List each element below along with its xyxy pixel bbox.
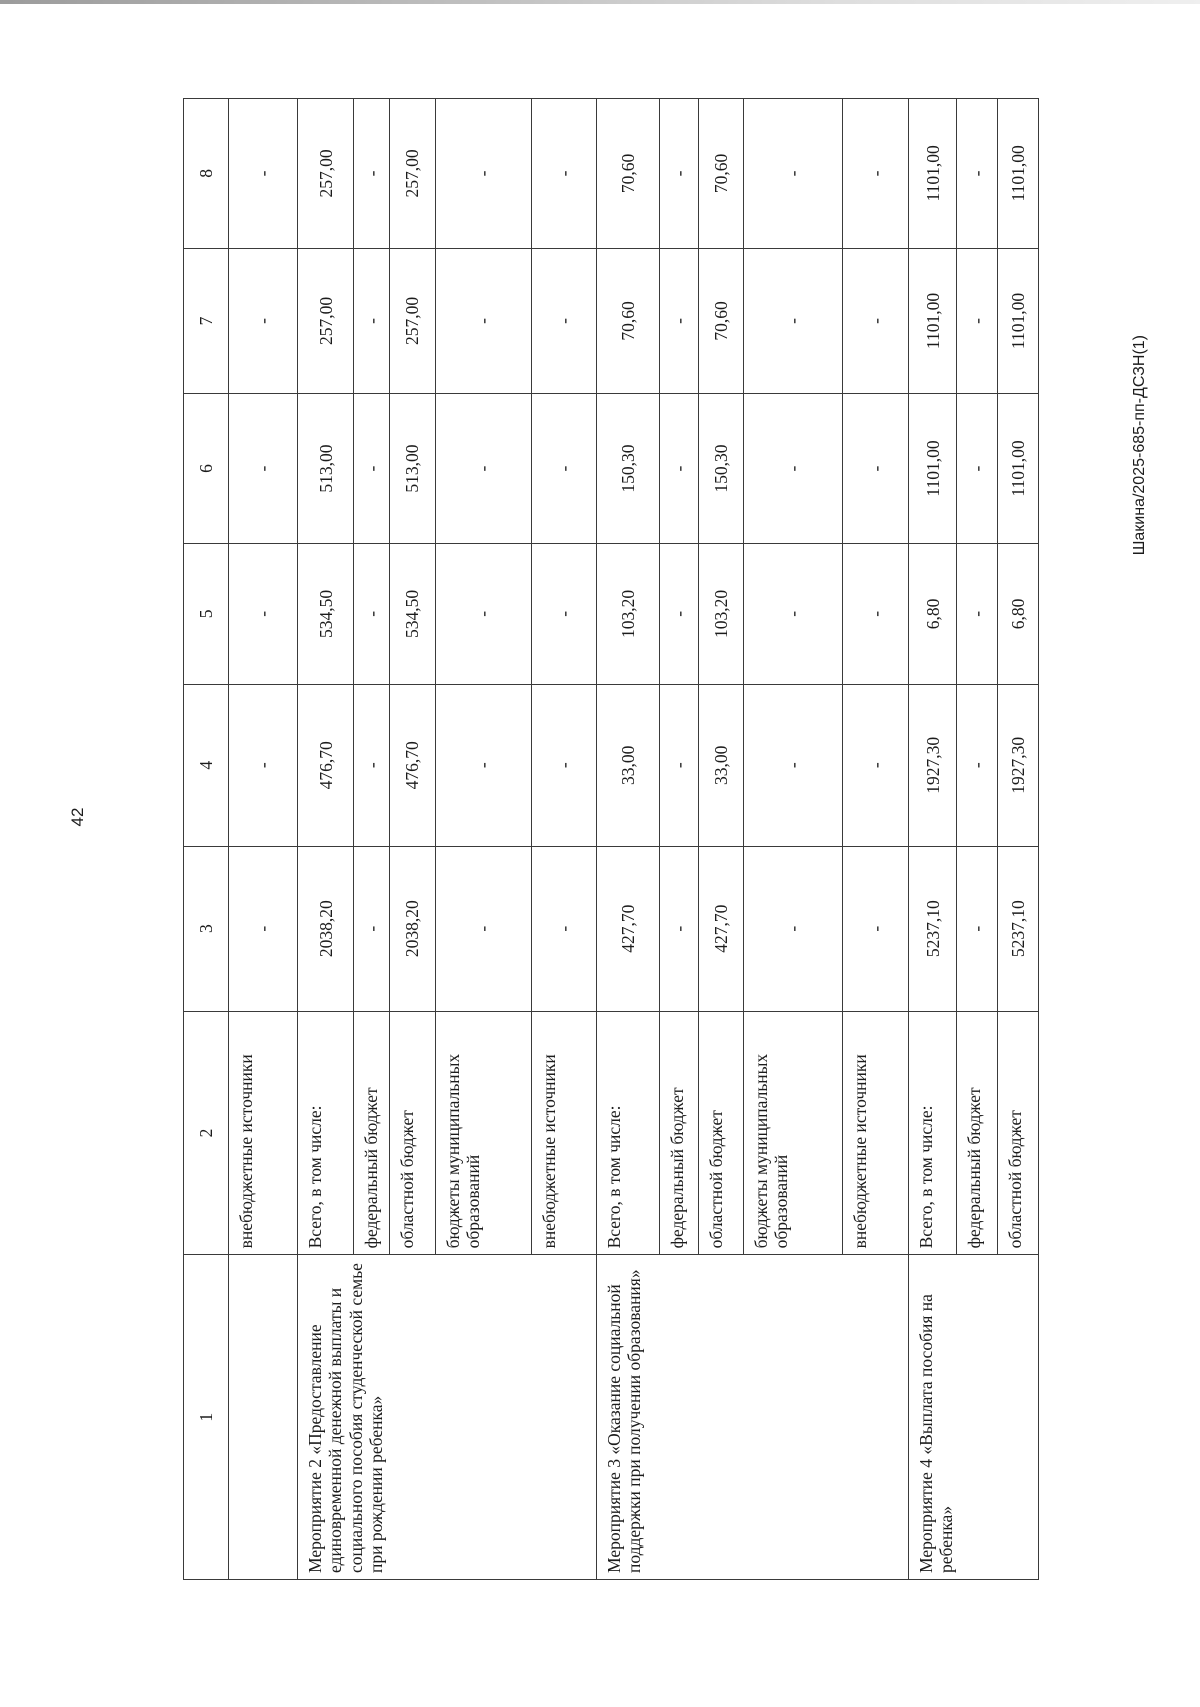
value-cell: - xyxy=(744,543,843,684)
scan-edge-line xyxy=(0,0,1200,4)
value-cell: 2038,20 xyxy=(298,846,354,1011)
value-cell: 33,00 xyxy=(597,684,660,846)
source-cell: областной бюджет xyxy=(390,1011,436,1255)
header-cell: 8 xyxy=(184,99,229,249)
value-cell: - xyxy=(228,684,297,846)
value-cell: 1101,00 xyxy=(909,99,957,249)
value-cell: - xyxy=(843,99,909,249)
value-cell: - xyxy=(843,248,909,393)
value-cell: 150,30 xyxy=(597,394,660,544)
source-cell: федеральный бюджет xyxy=(957,1011,998,1255)
value-cell: - xyxy=(531,543,596,684)
source-cell: областной бюджет xyxy=(699,1011,744,1255)
value-cell: - xyxy=(660,684,699,846)
table-row xyxy=(909,99,957,1580)
header-cell: 4 xyxy=(184,684,229,846)
source-cell: Всего, в том числе: xyxy=(298,1011,354,1255)
value-cell: - xyxy=(957,543,998,684)
header-cell: 1 xyxy=(184,1255,229,1580)
header-cell: 7 xyxy=(184,248,229,393)
value-cell: - xyxy=(660,99,699,249)
value-cell: 150,30 xyxy=(699,394,744,544)
value-cell: - xyxy=(843,543,909,684)
value-cell: - xyxy=(531,394,596,544)
value-cell: - xyxy=(531,684,596,846)
value-cell: 427,70 xyxy=(597,846,660,1011)
event-name-cell: Мероприятие 2 «Предоставление единовременной денежной выплаты и социального пособия студенческой семье при рождении ребенка» xyxy=(298,1255,597,1580)
source-cell: бюджеты муниципальных образований xyxy=(435,1011,531,1255)
value-cell: - xyxy=(957,684,998,846)
source-cell: областной бюджет xyxy=(998,1011,1039,1255)
event-cell-empty xyxy=(228,1255,297,1580)
value-cell: 6,80 xyxy=(998,543,1039,684)
value-cell: - xyxy=(660,846,699,1011)
header-row xyxy=(184,99,229,1580)
table-row xyxy=(597,99,660,1580)
value-cell: 257,00 xyxy=(298,248,354,393)
value-cell: 6,80 xyxy=(909,543,957,684)
value-cell: 257,00 xyxy=(390,99,436,249)
value-cell: - xyxy=(354,846,390,1011)
value-cell: 513,00 xyxy=(390,394,436,544)
value-cell: - xyxy=(843,394,909,544)
value-cell: 534,50 xyxy=(390,543,436,684)
value-cell: - xyxy=(744,846,843,1011)
value-cell: 476,70 xyxy=(298,684,354,846)
value-cell: - xyxy=(660,248,699,393)
value-cell: 103,20 xyxy=(699,543,744,684)
value-cell: 70,60 xyxy=(699,248,744,393)
value-cell: - xyxy=(744,248,843,393)
value-cell: 257,00 xyxy=(298,99,354,249)
value-cell: - xyxy=(228,99,297,249)
source-cell: внебюджетные источники xyxy=(531,1011,596,1255)
value-cell: 257,00 xyxy=(390,248,436,393)
header-cell: 3 xyxy=(184,846,229,1011)
value-cell: - xyxy=(660,394,699,544)
value-cell: - xyxy=(744,394,843,544)
value-cell: - xyxy=(435,248,531,393)
value-cell: 1101,00 xyxy=(909,248,957,393)
value-cell: - xyxy=(228,846,297,1011)
value-cell: - xyxy=(435,684,531,846)
value-cell: 103,20 xyxy=(597,543,660,684)
value-cell: - xyxy=(531,248,596,393)
source-cell: Всего, в том числе: xyxy=(909,1011,957,1255)
value-cell: 5237,10 xyxy=(998,846,1039,1011)
value-cell: - xyxy=(843,846,909,1011)
value-cell: - xyxy=(744,684,843,846)
value-cell: - xyxy=(744,99,843,249)
table-row xyxy=(228,99,297,1580)
value-cell: - xyxy=(531,846,596,1011)
value-cell: 2038,20 xyxy=(390,846,436,1011)
value-cell: - xyxy=(228,394,297,544)
value-cell: 513,00 xyxy=(298,394,354,544)
source-cell: внебюджетные источники xyxy=(843,1011,909,1255)
value-cell: - xyxy=(435,99,531,249)
value-cell: 1101,00 xyxy=(998,248,1039,393)
value-cell: - xyxy=(354,543,390,684)
value-cell: - xyxy=(435,394,531,544)
value-cell: - xyxy=(660,543,699,684)
document-code: Шакина/2025-685-пп-ДСЗН(1) xyxy=(1131,335,1148,556)
source-cell: бюджеты муниципальных образований xyxy=(744,1011,843,1255)
value-cell: - xyxy=(228,248,297,393)
value-cell: 33,00 xyxy=(699,684,744,846)
event-name-cell: Мероприятие 3 «Оказание социальной поддержки при получении образования» xyxy=(597,1255,909,1580)
value-cell: - xyxy=(957,394,998,544)
source-cell: федеральный бюджет xyxy=(660,1011,699,1255)
value-cell: 534,50 xyxy=(298,543,354,684)
value-cell: - xyxy=(435,846,531,1011)
value-cell: 427,70 xyxy=(699,846,744,1011)
value-cell: - xyxy=(957,248,998,393)
source-cell: федеральный бюджет xyxy=(354,1011,390,1255)
header-cell: 5 xyxy=(184,543,229,684)
value-cell: - xyxy=(354,684,390,846)
value-cell: - xyxy=(957,99,998,249)
value-cell: - xyxy=(843,684,909,846)
rotated-table-container xyxy=(183,98,1039,1580)
value-cell: - xyxy=(957,846,998,1011)
value-cell: - xyxy=(354,248,390,393)
value-cell: - xyxy=(228,543,297,684)
event-name-cell: Мероприятие 4 «Выплата пособия на ребенка» xyxy=(909,1255,1039,1580)
value-cell: 1101,00 xyxy=(998,99,1039,249)
value-cell: 1927,30 xyxy=(998,684,1039,846)
value-cell: 476,70 xyxy=(390,684,436,846)
funding-table xyxy=(183,98,1039,1580)
header-cell: 6 xyxy=(184,394,229,544)
header-cell: 2 xyxy=(184,1011,229,1255)
value-cell: 70,60 xyxy=(597,248,660,393)
value-cell: - xyxy=(435,543,531,684)
value-cell: 5237,10 xyxy=(909,846,957,1011)
value-cell: - xyxy=(354,394,390,544)
value-cell: - xyxy=(531,99,596,249)
value-cell: 70,60 xyxy=(699,99,744,249)
source-cell: Всего, в том числе: xyxy=(597,1011,660,1255)
table-row xyxy=(298,99,354,1580)
value-cell: 70,60 xyxy=(597,99,660,249)
value-cell: 1101,00 xyxy=(909,394,957,544)
value-cell: 1927,30 xyxy=(909,684,957,846)
value-cell: 1101,00 xyxy=(998,394,1039,544)
value-cell: - xyxy=(354,99,390,249)
source-cell: внебюджетные источники xyxy=(228,1011,297,1255)
page-number: 42 xyxy=(68,807,87,827)
